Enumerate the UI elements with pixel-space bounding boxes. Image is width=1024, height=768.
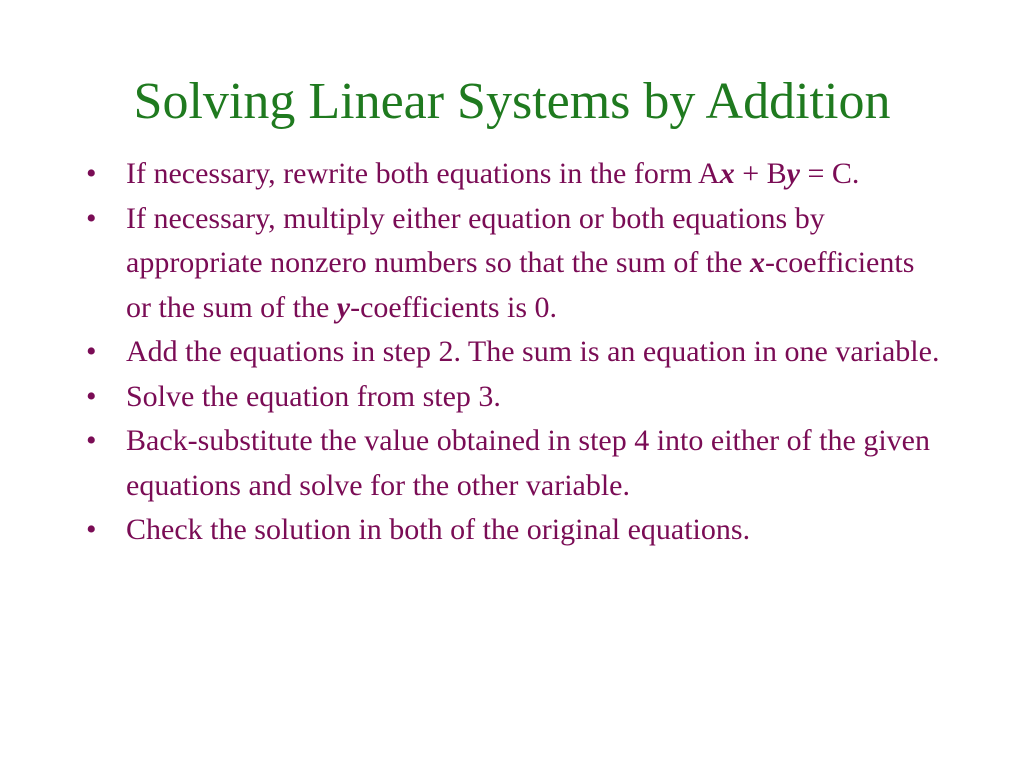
bullet-icon: • [86, 379, 97, 413]
bullet-icon: • [86, 335, 97, 368]
variable-y: y [786, 157, 800, 190]
bullet-item [86, 152, 946, 197]
bullet-icon: • [86, 513, 97, 546]
bullet-text: Back-substitute the value obtained in step 4 into either of the given equations and solve for the other variable. [126, 424, 930, 502]
bullet-item [86, 330, 946, 375]
variable-x: x [719, 157, 735, 190]
slide-title: Solving Linear Systems by Addition [133, 73, 891, 130]
bullet-text: Solve the equation from step 3. [126, 379, 501, 413]
bullet-item [86, 375, 946, 420]
bullet-text: If necessary, multiply either equation or both equations by appropriate nonzero numbers so that the sum of the [126, 201, 825, 279]
bullet-text: -coefficients or the sum of the [126, 246, 915, 324]
bullet-text: If necessary, rewrite both equations in the form A [126, 157, 720, 190]
variable-y: y [336, 290, 351, 324]
bullet-item [86, 508, 946, 553]
bullet-list [86, 152, 946, 553]
bullet-text: Check the solution in both of the original equations. [126, 513, 751, 546]
bullet-text: + B [734, 157, 787, 190]
variable-x: x [750, 246, 765, 279]
bullet-text: = C. [799, 157, 860, 190]
bullet-icon: • [86, 201, 97, 235]
bullet-text: Add the equations in step 2. The sum is an equation in one variable. [126, 335, 940, 368]
bullet-text: -coefficients is 0. [350, 290, 558, 324]
bullet-item [86, 419, 946, 508]
bullet-icon: • [86, 157, 97, 190]
bullet-icon: • [86, 424, 97, 457]
bullet-item [86, 197, 946, 331]
